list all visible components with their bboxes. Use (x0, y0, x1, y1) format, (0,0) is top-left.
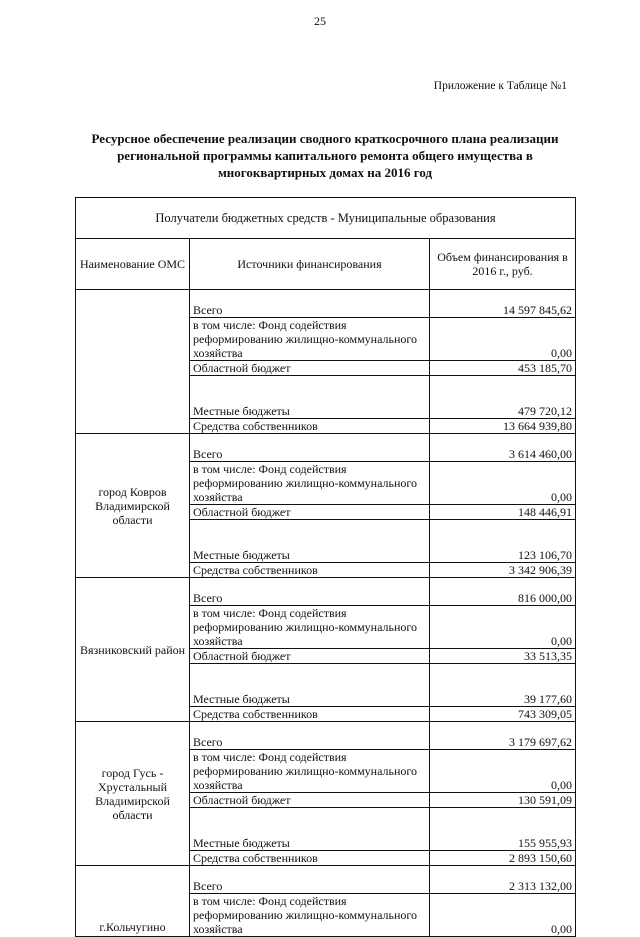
municipality-name: г.Кольчугино (76, 866, 190, 937)
funding-amount: 0,00 (430, 606, 576, 649)
header-name: Наименование ОМС (76, 239, 190, 290)
title-line-1: Ресурсное обеспечение реализации сводного краткосрочного плана реализации (91, 131, 559, 146)
funding-source: в том числе: Фонд содействия реформированию жилищно-коммунального хозяйства (190, 462, 430, 505)
funding-amount: 0,00 (430, 894, 576, 937)
funding-source: Всего (190, 290, 430, 318)
funding-amount: 14 597 845,62 (430, 290, 576, 318)
funding-source: в том числе: Фонд содействия реформированию жилищно-коммунального хозяйства (190, 750, 430, 793)
title-line-2: региональной программы капитального ремонта общего имущества в (117, 148, 533, 163)
funding-amount: 130 591,09 (430, 793, 576, 808)
funding-source: Местные бюджеты (190, 808, 430, 851)
funding-source: Местные бюджеты (190, 520, 430, 563)
funding-amount: 816 000,00 (430, 578, 576, 606)
funding-source: Местные бюджеты (190, 664, 430, 707)
funding-source: Областной бюджет (190, 361, 430, 376)
funding-source: Областной бюджет (190, 793, 430, 808)
funding-amount: 33 513,35 (430, 649, 576, 664)
funding-source: Средства собственников (190, 419, 430, 434)
funding-amount: 39 177,60 (430, 664, 576, 707)
funding-source: в том числе: Фонд содействия реформированию жилищно-коммунального хозяйства (190, 894, 430, 937)
funding-amount: 2 893 150,60 (430, 851, 576, 866)
funding-source: Местные бюджеты (190, 376, 430, 419)
municipality-name: город Гусь - Хрустальный Владимирской области (76, 722, 190, 866)
funding-amount: 148 446,91 (430, 505, 576, 520)
funding-amount: 0,00 (430, 750, 576, 793)
municipality-name: город Ковров Владимирской области (76, 434, 190, 578)
table-row (76, 434, 576, 462)
funding-source: в том числе: Фонд содействия реформированию жилищно-коммунального хозяйства (190, 606, 430, 649)
funding-amount: 2 313 132,00 (430, 866, 576, 894)
table-row (76, 722, 576, 750)
municipality-name (76, 290, 190, 434)
title-line-3: многоквартирных домах на 2016 год (217, 165, 433, 180)
appendix-note: Приложение к Таблице №1 (433, 80, 567, 92)
funding-amount: 13 664 939,80 (430, 419, 576, 434)
municipality-name: Вязниковский район (76, 578, 190, 722)
funding-amount: 479 720,12 (430, 376, 576, 419)
funding-source: Всего (190, 866, 430, 894)
funding-source: Всего (190, 578, 430, 606)
funding-source: Всего (190, 434, 430, 462)
funding-source: в том числе: Фонд содействия реформированию жилищно-коммунального хозяйства (190, 318, 430, 361)
funding-source: Областной бюджет (190, 505, 430, 520)
header-source: Источники финансирования (190, 239, 430, 290)
funding-amount: 0,00 (430, 462, 576, 505)
table-row (76, 290, 576, 318)
header-amount: Объем финансирования в 2016 г., руб. (430, 239, 576, 290)
table-row (76, 578, 576, 606)
page-number: 25 (314, 14, 326, 28)
funding-source: Средства собственников (190, 563, 430, 578)
funding-amount: 743 309,05 (430, 707, 576, 722)
funding-source: Всего (190, 722, 430, 750)
funding-amount: 3 179 697,62 (430, 722, 576, 750)
funding-source: Средства собственников (190, 851, 430, 866)
funding-amount: 3 614 460,00 (430, 434, 576, 462)
funding-amount: 0,00 (430, 318, 576, 361)
funding-amount: 3 342 906,39 (430, 563, 576, 578)
financing-table (75, 197, 576, 937)
funding-amount: 453 185,70 (430, 361, 576, 376)
funding-source: Средства собственников (190, 707, 430, 722)
table-header-row (76, 239, 576, 290)
funding-amount: 123 106,70 (430, 520, 576, 563)
funding-source: Областной бюджет (190, 649, 430, 664)
table-caption-row (76, 198, 576, 239)
funding-amount: 155 955,93 (430, 808, 576, 851)
document-title (60, 130, 590, 181)
table-caption: Получатели бюджетных средств - Муниципальные образования (76, 198, 576, 239)
table-row (76, 866, 576, 894)
